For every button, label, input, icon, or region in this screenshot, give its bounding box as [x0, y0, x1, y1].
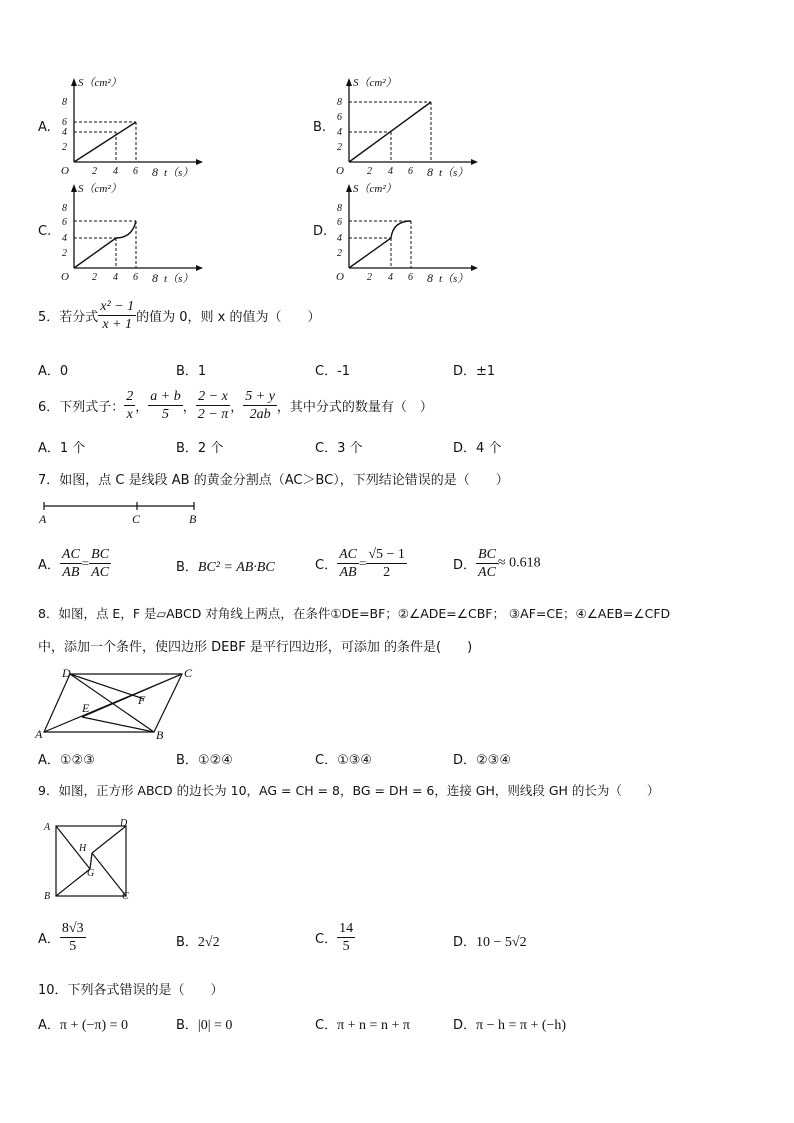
q5-option-a[interactable]: A．0: [38, 364, 69, 379]
q5-option-b[interactable]: B．1: [176, 364, 207, 379]
svg-text:8: 8: [62, 97, 67, 108]
svg-text:8: 8: [337, 97, 342, 108]
q9-square-figure: [38, 814, 138, 904]
graph-a-xlabel: t（s）: [164, 167, 194, 179]
graph-c: [56, 180, 206, 290]
svg-text:C: C: [122, 891, 129, 902]
graph-c-letter: C.: [38, 224, 52, 239]
graph-a: [56, 74, 206, 184]
graph-d-line: [349, 221, 411, 268]
graph-d-letter: D.: [313, 224, 328, 239]
svg-text:8: 8: [152, 165, 158, 179]
svg-text:4: 4: [388, 272, 393, 283]
graph-a-ylabel: S（cm²）: [78, 77, 122, 89]
q5-option-c[interactable]: C．-1: [315, 364, 351, 379]
svg-text:8: 8: [427, 165, 433, 179]
svg-text:O: O: [336, 165, 344, 177]
svg-text:4: 4: [62, 233, 67, 244]
q10-stem: 10．下列各式错误的是（ ）: [38, 983, 224, 998]
graph-c-xlabel: t（s）: [164, 273, 194, 285]
svg-text:2: 2: [62, 142, 67, 153]
q6-fraction-2: $\frac{a + b}{5}$: [150, 389, 181, 422]
svg-text:6: 6: [133, 166, 138, 177]
svg-text:H: H: [79, 843, 87, 854]
q10-option-b[interactable]: B．|0| = 0: [176, 1018, 233, 1033]
q8-option-c[interactable]: C．①③④: [315, 753, 373, 768]
svg-text:8: 8: [152, 271, 158, 285]
graph-c-ylabel: S（cm²）: [78, 183, 122, 195]
q8-option-d[interactable]: D．②③④: [453, 753, 511, 768]
q9-option-d[interactable]: D．10 − 5√2: [453, 935, 527, 950]
svg-text:O: O: [61, 165, 69, 177]
q7-stem: 7．如图，点 C 是线段 AB 的黄金分割点（AC＞BC），下列结论错误的是（ ）: [38, 473, 509, 488]
q10-option-c[interactable]: C．π + n = n + π: [315, 1018, 410, 1033]
q7-option-a[interactable]: A． $\frac{AC}{AB}$ = $\frac{BC}{AC}$: [38, 547, 110, 580]
svg-text:6: 6: [408, 272, 413, 283]
q6-fraction-1: $\frac{2}{x}$: [126, 389, 134, 422]
svg-text:6: 6: [337, 217, 342, 228]
svg-text:A: A: [39, 512, 47, 526]
graph-b-letter: B.: [313, 120, 327, 135]
svg-text:F: F: [138, 693, 146, 707]
svg-text:G: G: [87, 868, 95, 879]
q9-option-c[interactable]: C． $\frac{14}{5}$: [315, 921, 354, 954]
svg-text:4: 4: [113, 272, 118, 283]
graph-b: [331, 74, 481, 184]
svg-text:4: 4: [388, 166, 393, 177]
q6-option-b[interactable]: B．2 个: [176, 441, 224, 456]
svg-text:2: 2: [92, 166, 97, 177]
svg-text:6: 6: [62, 117, 67, 128]
svg-text:2: 2: [367, 166, 372, 177]
graph-c-line: [74, 221, 136, 268]
svg-text:4: 4: [337, 233, 342, 244]
svg-text:C: C: [184, 666, 193, 680]
svg-text:D: D: [62, 666, 71, 680]
q8-parallelogram-figure: [34, 664, 194, 744]
svg-text:8: 8: [337, 203, 342, 214]
svg-text:6: 6: [408, 166, 413, 177]
q5-fraction: $\frac{\text{x² − 1}}{x + 1}$: [100, 299, 135, 332]
svg-text:O: O: [336, 271, 344, 283]
q7-segment-figure: [36, 498, 206, 528]
q5-option-d[interactable]: D．±1: [453, 364, 496, 379]
q6-option-a[interactable]: A．1 个: [38, 441, 86, 456]
svg-text:C: C: [132, 512, 141, 526]
svg-text:6: 6: [62, 217, 67, 228]
svg-text:2: 2: [337, 248, 342, 259]
q9-option-b[interactable]: B．2√2: [176, 935, 220, 950]
q5-stem: 5．若分式 $\frac{\text{x² − 1}}{x + 1}$ 的值为 0，则 x 的值为（ ）: [38, 299, 321, 332]
q8-option-a[interactable]: A．①②③: [38, 753, 95, 768]
q6-fraction-3: $\frac{2 - x}{2 - \pi}$: [197, 389, 229, 422]
svg-text:4: 4: [62, 127, 67, 138]
q7-option-c[interactable]: C． $\frac{AC}{AB}$ = $\frac{√5 - 1}{2}$: [315, 547, 405, 580]
q6-option-d[interactable]: D．4 个: [453, 441, 502, 456]
svg-text:6: 6: [337, 112, 342, 123]
svg-text:4: 4: [113, 166, 118, 177]
svg-text:2: 2: [367, 272, 372, 283]
q9-stem: 9．如图，正方形 ABCD 的边长为 10，AG = CH = 8，BG = DH = 6，连接 GH，则线段 GH 的长为（ ）: [38, 783, 660, 798]
svg-text:8: 8: [427, 271, 433, 285]
graph-b-xlabel: t（s）: [439, 167, 469, 179]
q8-stem-line1: 8．如图，点 E，F 是▱ABCD 对角线上两点，在条件①DE=BF；②∠ADE=∠CBF； ③AF=CE；④∠AEB=∠CFD: [38, 606, 671, 621]
graph-b-ylabel: S（cm²）: [353, 77, 397, 89]
svg-text:B: B: [189, 512, 197, 526]
svg-text:B: B: [44, 891, 51, 902]
svg-text:4: 4: [337, 127, 342, 138]
svg-text:B: B: [156, 728, 164, 742]
svg-text:2: 2: [92, 272, 97, 283]
q8-option-b[interactable]: B．①②④: [176, 753, 233, 768]
q7-option-b[interactable]: B．BC² = AB·BC: [176, 560, 275, 575]
svg-text:A: A: [35, 727, 43, 741]
graph-d-xlabel: t（s）: [439, 273, 469, 285]
graph-d: [331, 180, 481, 290]
svg-text:D: D: [120, 818, 128, 829]
q6-option-c[interactable]: C．3 个: [315, 441, 363, 456]
q8-stem-line2: 中，添加一个条件，使四边形 DEBF 是平行四边形，可添加 的条件是( ): [38, 640, 473, 655]
graph-d-ylabel: S（cm²）: [353, 183, 397, 195]
svg-text:2: 2: [62, 248, 67, 259]
svg-text:A: A: [44, 822, 51, 833]
q10-option-a[interactable]: A．π + (−π) = 0: [38, 1018, 129, 1033]
q7-option-d[interactable]: D． $\frac{BC}{AC}$ ≈ 0.618: [453, 547, 541, 580]
q6-fraction-4: $\frac{5 + y}{2ab}$: [245, 389, 275, 422]
q6-stem: 6．下列式子： $\frac{2}{x}$ ， $\frac{a + b}{5}$ ， $\frac{2 - x}{2 - \pi}$ ， $\frac{5 + y}{2ab}$ ，其中分式的数量有（ ）: [38, 389, 433, 422]
svg-text:2: 2: [337, 142, 342, 153]
q9-option-a[interactable]: A． $\frac{8√3}{5}$: [38, 921, 84, 954]
graph-a-line: [74, 122, 136, 162]
svg-text:6: 6: [133, 272, 138, 283]
svg-text:O: O: [61, 271, 69, 283]
svg-text:E: E: [82, 701, 90, 715]
svg-text:8: 8: [62, 203, 67, 214]
graph-a-letter: A.: [38, 120, 51, 135]
q10-option-d[interactable]: D．π − h = π + (−h): [453, 1018, 567, 1033]
